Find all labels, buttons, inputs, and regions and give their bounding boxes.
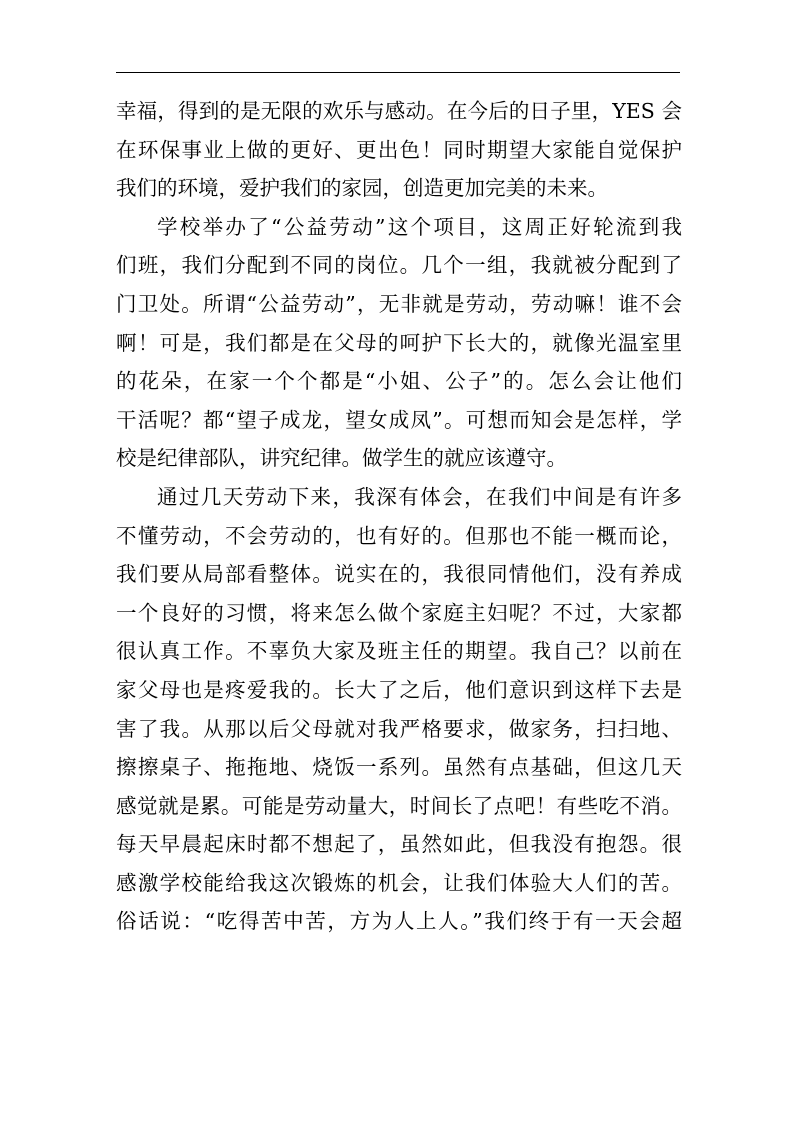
text-line: 我们要从局部看整体。说实在的，我很同情他们，没有养成 <box>116 562 682 587</box>
text-line: 很认真工作。不辜负大家及班主任的期望。我自己？以前在 <box>116 639 682 664</box>
text-line: 们班，我们分配到不同的岗位。几个一组，我就被分配到了 <box>116 253 682 278</box>
text-line: 通过几天劳动下来，我深有体会，在我们中间是有许多 <box>157 484 682 509</box>
text-line: 干活呢？都“望子成龙，望女成凤”。可想而知会是怎样，学 <box>116 407 682 432</box>
paragraph <box>116 208 682 478</box>
text-line: 不懂劳动，不会劳动的，也有好的。但那也不能一概而论， <box>116 523 682 548</box>
text-line: 感激学校能给我这次锻炼的机会，让我们体验大人们的苦。 <box>116 870 682 895</box>
text-line: 害了我。从那以后父母就对我严格要求，做家务，扫扫地、 <box>116 716 682 741</box>
text-line: 的花朵，在家一个个都是“小姐、公子”的。怎么会让他们 <box>116 369 682 394</box>
text-line: 门卫处。所谓“公益劳动”，无非就是劳动，劳动嘛！谁不会 <box>116 291 682 316</box>
text-line: 幸福，得到的是无限的欢乐与感动。在今后的日子里，YES 会 <box>116 99 682 123</box>
text-line: 校是纪律部队，讲究纪律。做学生的就应该遵守。 <box>116 446 567 471</box>
text-line: 一个良好的习惯，将来怎么做个家庭主妇呢？不过，大家都 <box>116 600 682 625</box>
text-line: 每天早晨起床时都不想起了，虽然如此，但我没有抱怨。很 <box>116 832 682 857</box>
text-line: 学校举办了“公益劳动”这个项目，这周正好轮流到我 <box>157 214 682 239</box>
text-line: 擦擦桌子、拖拖地、烧饭一系列。虽然有点基础，但这几天 <box>116 755 682 780</box>
text-line: 我们的环境，爱护我们的家园，创造更加完美的未来。 <box>116 176 608 201</box>
header-rule <box>116 72 680 73</box>
document-body <box>116 92 682 941</box>
text-line: 俗话说：“吃得苦中苦，方为人上人。”我们终于有一天会超 <box>116 909 682 934</box>
text-line: 啊！可是，我们都是在父母的呵护下长大的，就像光温室里 <box>116 330 682 355</box>
paragraph <box>116 478 682 941</box>
text-line: 家父母也是疼爱我的。长大了之后，他们意识到这样下去是 <box>116 677 682 702</box>
text-line: 在环保事业上做的更好、更出色！同时期望大家能自觉保护 <box>116 137 682 162</box>
paragraph <box>116 92 682 208</box>
text-line: 感觉就是累。可能是劳动量大，时间长了点吧！有些吃不消。 <box>116 793 682 818</box>
